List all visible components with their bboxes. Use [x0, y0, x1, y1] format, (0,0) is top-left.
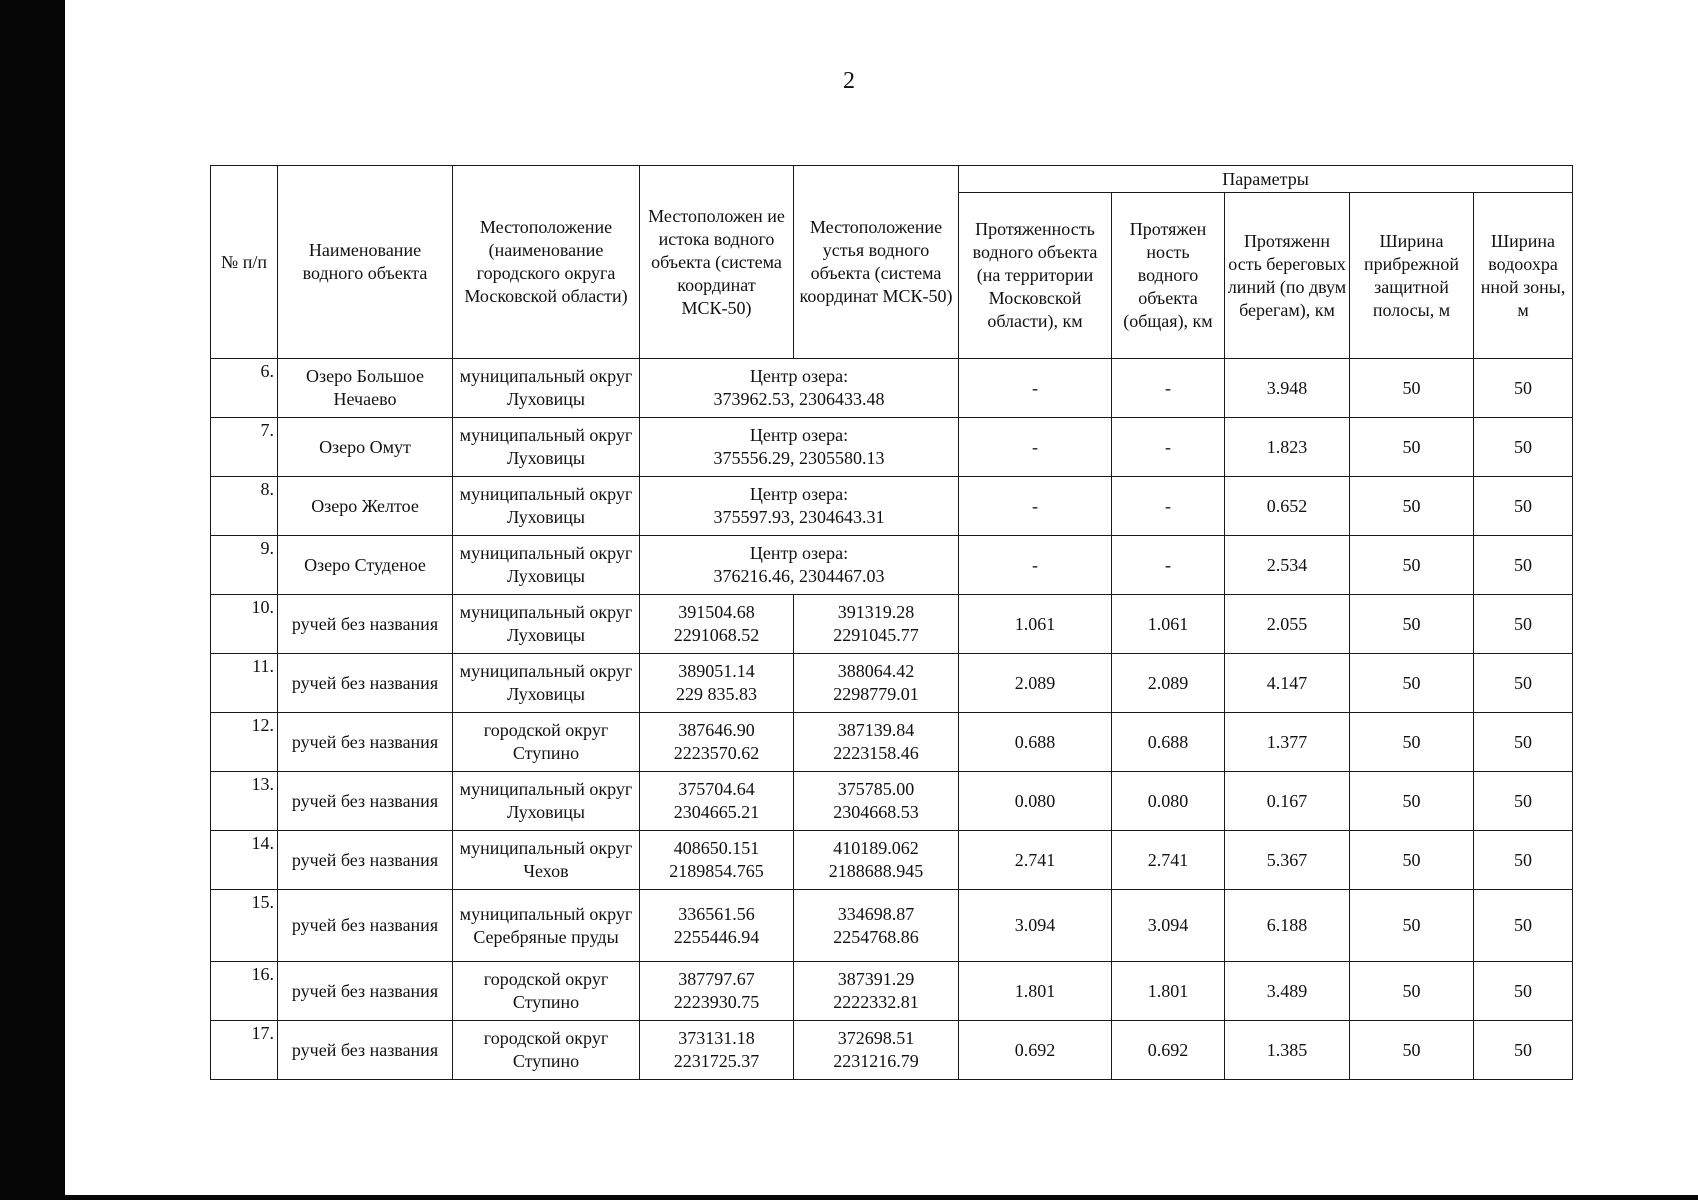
coord-y: 2304668.53: [833, 802, 919, 822]
zone-cell: 50: [1474, 654, 1573, 713]
zone-cell: 50: [1474, 713, 1573, 772]
coord-x: 388064.42: [837, 661, 915, 681]
table-row: [211, 890, 1573, 962]
header-name: Наименование водного объекта: [278, 166, 453, 359]
coord-x: 387391.29: [837, 969, 915, 989]
table-row: [211, 1021, 1573, 1080]
coord-x: 336561.56: [678, 903, 755, 924]
shoreline-cell: 6.188: [1225, 890, 1350, 962]
header-shoreline: Протяженн ость береговых линий (по двум берегам), км: [1225, 193, 1350, 359]
shoreline-cell: 2.534: [1225, 536, 1350, 595]
mouth-coords-cell: [794, 962, 959, 1021]
length-total-cell: -: [1112, 536, 1225, 595]
table-row: [211, 654, 1573, 713]
table-header: [211, 166, 1573, 359]
center-coords: 373962.53, 2306433.48: [713, 389, 885, 409]
center-label: Центр озера:: [749, 366, 849, 386]
length-region-cell: 2.741: [959, 831, 1112, 890]
water-body-name: Озеро Желтое: [278, 477, 453, 536]
header-length-total: Протяжен ность водного объекта (общая), км: [1112, 193, 1225, 359]
shoreline-cell: 1.385: [1225, 1021, 1350, 1080]
header-buffer-strip: Ширина прибрежной защитной полосы, м: [1350, 193, 1474, 359]
row-num: 16.: [211, 962, 278, 1021]
coord-y: 2223930.75: [673, 992, 760, 1012]
buffer-cell: 50: [1350, 772, 1474, 831]
zone-cell: 50: [1474, 477, 1573, 536]
header-source: Местоположен ие истока водного объекта (система координат МСК-50): [640, 166, 794, 359]
water-body-name: ручей без названия: [278, 595, 453, 654]
coord-y: 2188688.945: [828, 861, 924, 881]
water-body-name: ручей без названия: [278, 654, 453, 713]
mouth-coords-cell: [794, 654, 959, 713]
row-num: 17.: [211, 1021, 278, 1080]
center-label: Центр озера:: [749, 425, 849, 445]
lake-center-cell: [640, 359, 959, 418]
source-coords-cell: [640, 890, 794, 962]
center-coords: 375556.29, 2305580.13: [713, 448, 885, 468]
table-row: [211, 713, 1573, 772]
zone-cell: 50: [1474, 418, 1573, 477]
shoreline-cell: 0.167: [1225, 772, 1350, 831]
length-region-cell: 2.089: [959, 654, 1112, 713]
length-total-cell: 3.094: [1112, 890, 1225, 962]
source-coords-cell: [640, 595, 794, 654]
location-cell: муниципальный округ Луховицы: [453, 536, 640, 595]
header-protection-zone: Ширина водоохра нной зоны, м: [1474, 193, 1573, 359]
row-num: 11.: [211, 654, 278, 713]
length-region-cell: 1.061: [959, 595, 1112, 654]
water-body-name: ручей без названия: [278, 831, 453, 890]
coord-x: 373131.18: [678, 1028, 755, 1048]
coord-y: 2223158.46: [833, 743, 919, 763]
source-coords-cell: [640, 654, 794, 713]
header-mouth: Местоположение устья водного объекта (система координат МСК-50): [794, 166, 959, 359]
source-coords-cell: [640, 831, 794, 890]
coord-y: 2222332.81: [833, 992, 919, 1012]
buffer-cell: 50: [1350, 962, 1474, 1021]
location-cell: муниципальный округ Луховицы: [453, 595, 640, 654]
coord-y: 2255446.94: [673, 926, 760, 947]
location-cell: муниципальный округ Луховицы: [453, 772, 640, 831]
coord-y: 2223570.62: [673, 743, 760, 763]
coord-y: 2231725.37: [673, 1051, 760, 1071]
coord-y: 2298779.01: [833, 684, 919, 704]
row-num: 13.: [211, 772, 278, 831]
length-total-cell: 2.089: [1112, 654, 1225, 713]
table-row: [211, 359, 1573, 418]
row-num: 9.: [211, 536, 278, 595]
shoreline-cell: 2.055: [1225, 595, 1350, 654]
header-length-region: Протяженность водного объекта (на территории Московской области), км: [959, 193, 1112, 359]
shoreline-cell: 3.489: [1225, 962, 1350, 1021]
location-cell: муниципальный округ Луховицы: [453, 477, 640, 536]
coord-x: 408650.151: [673, 838, 760, 858]
buffer-cell: 50: [1350, 536, 1474, 595]
length-region-cell: 1.801: [959, 962, 1112, 1021]
zone-cell: 50: [1474, 536, 1573, 595]
table-row: [211, 477, 1573, 536]
mouth-coords-cell: [794, 595, 959, 654]
shoreline-cell: 3.948: [1225, 359, 1350, 418]
location-cell: городской округ Ступино: [453, 1021, 640, 1080]
header-params: Параметры: [959, 166, 1573, 193]
coord-x: 372698.51: [837, 1028, 915, 1048]
coord-x: 375785.00: [837, 779, 915, 799]
length-region-cell: -: [959, 477, 1112, 536]
buffer-cell: 50: [1350, 359, 1474, 418]
source-coords-cell: [640, 772, 794, 831]
length-region-cell: -: [959, 418, 1112, 477]
mouth-coords-cell: [794, 890, 959, 962]
coord-y: 2291045.77: [833, 625, 919, 645]
scan-edge: [0, 0, 65, 1200]
zone-cell: 50: [1474, 359, 1573, 418]
buffer-cell: 50: [1350, 477, 1474, 536]
scan-edge-bottom: [0, 1195, 1698, 1200]
buffer-cell: 50: [1350, 654, 1474, 713]
length-total-cell: -: [1112, 477, 1225, 536]
coord-y: 2189854.765: [669, 861, 764, 881]
lake-center-cell: [640, 418, 959, 477]
mouth-coords-cell: [794, 1021, 959, 1080]
coord-x: 375704.64: [678, 779, 755, 799]
header-location: Местоположение (наименование городского округа Московской области): [453, 166, 640, 359]
coord-y: 2254768.86: [833, 926, 919, 947]
water-body-name: ручей без названия: [278, 713, 453, 772]
location-cell: муниципальный округ Луховицы: [453, 654, 640, 713]
row-num: 6.: [211, 359, 278, 418]
table-row: [211, 595, 1573, 654]
zone-cell: 50: [1474, 962, 1573, 1021]
coord-y: 2291068.52: [673, 625, 760, 645]
water-body-name: ручей без названия: [278, 772, 453, 831]
source-coords-cell: [640, 1021, 794, 1080]
table-row: [211, 962, 1573, 1021]
water-body-name: Озеро Большое Нечаево: [278, 359, 453, 418]
coord-x: 391504.68: [678, 602, 755, 622]
buffer-cell: 50: [1350, 713, 1474, 772]
location-cell: городской округ Ступино: [453, 713, 640, 772]
location-cell: муниципальный округ Луховицы: [453, 359, 640, 418]
row-num: 12.: [211, 713, 278, 772]
coord-y: 229 835.83: [676, 684, 757, 704]
shoreline-cell: 5.367: [1225, 831, 1350, 890]
length-total-cell: -: [1112, 418, 1225, 477]
buffer-cell: 50: [1350, 595, 1474, 654]
water-bodies-table: [210, 165, 1573, 1080]
table-row: [211, 831, 1573, 890]
buffer-cell: 50: [1350, 890, 1474, 962]
length-total-cell: 1.801: [1112, 962, 1225, 1021]
length-total-cell: -: [1112, 359, 1225, 418]
length-region-cell: -: [959, 359, 1112, 418]
length-region-cell: 0.692: [959, 1021, 1112, 1080]
shoreline-cell: 0.652: [1225, 477, 1350, 536]
mouth-coords-cell: [794, 713, 959, 772]
length-total-cell: 0.692: [1112, 1021, 1225, 1080]
header-num: № п/п: [211, 166, 278, 359]
length-total-cell: 0.080: [1112, 772, 1225, 831]
row-num: 10.: [211, 595, 278, 654]
zone-cell: 50: [1474, 1021, 1573, 1080]
coord-y: 2304665.21: [673, 802, 760, 822]
location-cell: муниципальный округ Серебряные пруды: [453, 890, 640, 962]
coord-x: 387797.67: [678, 969, 755, 989]
mouth-coords-cell: [794, 831, 959, 890]
length-total-cell: 2.741: [1112, 831, 1225, 890]
lake-center-cell: [640, 477, 959, 536]
zone-cell: 50: [1474, 831, 1573, 890]
shoreline-cell: 1.377: [1225, 713, 1350, 772]
water-body-name: Озеро Студеное: [278, 536, 453, 595]
length-total-cell: 1.061: [1112, 595, 1225, 654]
length-region-cell: 0.688: [959, 713, 1112, 772]
table-body: [211, 359, 1573, 1080]
source-coords-cell: [640, 713, 794, 772]
coord-x: 410189.062: [833, 838, 919, 858]
table-row: [211, 418, 1573, 477]
source-coords-cell: [640, 962, 794, 1021]
row-num: 8.: [211, 477, 278, 536]
coord-x: 391319.28: [837, 602, 915, 622]
center-label: Центр озера:: [749, 484, 849, 504]
row-num: 7.: [211, 418, 278, 477]
length-region-cell: 3.094: [959, 890, 1112, 962]
row-num: 15.: [211, 890, 278, 962]
buffer-cell: 50: [1350, 831, 1474, 890]
length-region-cell: -: [959, 536, 1112, 595]
water-body-name: ручей без названия: [278, 890, 453, 962]
row-num: 14.: [211, 831, 278, 890]
coord-y: 2231216.79: [833, 1051, 919, 1071]
location-cell: муниципальный округ Чехов: [453, 831, 640, 890]
buffer-cell: 50: [1350, 1021, 1474, 1080]
table-row: [211, 772, 1573, 831]
length-total-cell: 0.688: [1112, 713, 1225, 772]
mouth-coords-cell: [794, 772, 959, 831]
buffer-cell: 50: [1350, 418, 1474, 477]
location-cell: муниципальный округ Луховицы: [453, 418, 640, 477]
location-cell: городской округ Ступино: [453, 962, 640, 1021]
center-coords: 375597.93, 2304643.31: [713, 507, 885, 527]
water-body-name: ручей без названия: [278, 962, 453, 1021]
page-number: 2: [843, 68, 855, 94]
center-coords: 376216.46, 2304467.03: [713, 566, 885, 586]
coord-x: 387646.90: [678, 720, 755, 740]
coord-x: 389051.14: [678, 661, 755, 681]
zone-cell: 50: [1474, 595, 1573, 654]
coord-x: 387139.84: [837, 720, 915, 740]
lake-center-cell: [640, 536, 959, 595]
zone-cell: 50: [1474, 890, 1573, 962]
shoreline-cell: 1.823: [1225, 418, 1350, 477]
zone-cell: 50: [1474, 772, 1573, 831]
water-body-name: Озеро Омут: [278, 418, 453, 477]
center-label: Центр озера:: [749, 543, 849, 563]
length-region-cell: 0.080: [959, 772, 1112, 831]
coord-x: 334698.87: [837, 903, 915, 924]
shoreline-cell: 4.147: [1225, 654, 1350, 713]
table-row: [211, 536, 1573, 595]
water-body-name: ручей без названия: [278, 1021, 453, 1080]
